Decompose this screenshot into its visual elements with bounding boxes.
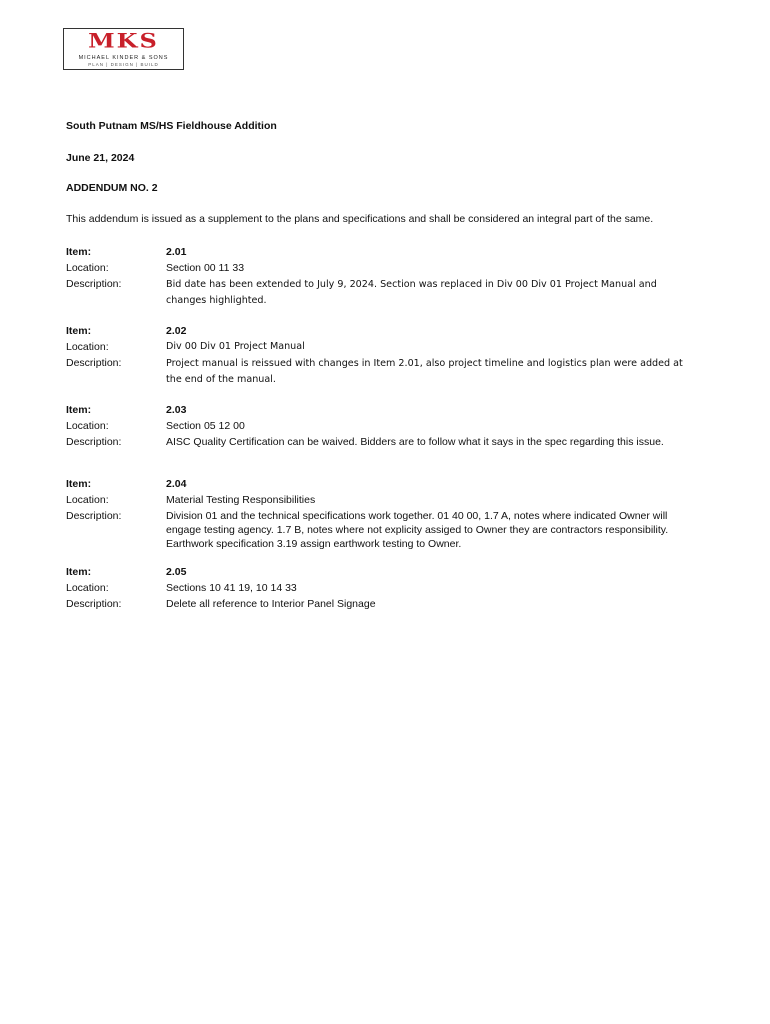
item-number: 2.05 — [166, 566, 187, 578]
logo-company-name: MICHAEL KINDER & SONS — [78, 55, 169, 61]
company-logo — [63, 28, 184, 70]
item-description: Bid date has been extended to July 9, 2024. Section was replaced in Div 00 Div 01 Project Manual and changes highlighted. — [166, 279, 657, 306]
item-location: Section 00 11 33 — [166, 262, 245, 274]
item-description: Division 01 and the technical specifications work together. 01 40 00, 1.7 A, notes where indicated Owner will engage testing agency. 1.7 B, notes where not explicity assiged to Owner they are contractors responsibility. Earthwork specification 3.19 assign earthwork testing to Owner. — [166, 510, 669, 550]
item-label: Item: — [66, 246, 92, 258]
logo-mark: MKS — [88, 28, 159, 53]
location-label: Location: — [66, 341, 109, 353]
description-label: Description: — [66, 436, 122, 448]
item-label: Item: — [66, 566, 92, 578]
item-location: Div 00 Div 01 Project Manual — [166, 341, 305, 352]
item-number: 2.03 — [166, 404, 187, 416]
item-location: Section 05 12 00 — [166, 420, 245, 432]
addendum-item — [66, 565, 706, 613]
item-number: 2.01 — [166, 246, 187, 258]
location-label: Location: — [66, 582, 109, 594]
location-label: Location: — [66, 494, 109, 506]
item-description: Project manual is reissued with changes in Item 2.01, also project timeline and logistics plan were added at the end of the manual. — [166, 358, 683, 385]
intro-paragraph: This addendum is issued as a supplement to the plans and specifications and shall be considered an integral part of the same. — [66, 213, 654, 225]
item-description: Delete all reference to Interior Panel Signage — [166, 598, 376, 610]
item-label: Item: — [66, 325, 92, 337]
addendum-number: ADDENDUM NO. 2 — [66, 182, 158, 194]
project-title: South Putnam MS/HS Fieldhouse Addition — [66, 120, 277, 132]
item-number: 2.04 — [166, 478, 187, 490]
description-label: Description: — [66, 510, 122, 522]
location-label: Location: — [66, 262, 109, 274]
addendum-item — [66, 245, 706, 306]
item-location: Sections 10 41 19, 10 14 33 — [166, 582, 297, 594]
item-label: Item: — [66, 478, 92, 490]
item-number: 2.02 — [166, 325, 187, 337]
addendum-item — [66, 477, 706, 550]
location-label: Location: — [66, 420, 109, 432]
logo-tagline: PLAN | DESIGN | BUILD — [88, 62, 159, 67]
description-label: Description: — [66, 278, 122, 290]
addendum-item — [66, 324, 706, 385]
description-label: Description: — [66, 357, 122, 369]
addendum-item — [66, 403, 706, 451]
description-label: Description: — [66, 598, 122, 610]
item-description: AISC Quality Certification can be waived. Bidders are to follow what it says in the spec regarding this issue. — [166, 436, 664, 448]
addendum-date: June 21, 2024 — [66, 152, 135, 164]
item-location: Material Testing Responsibilities — [166, 494, 316, 506]
item-label: Item: — [66, 404, 92, 416]
